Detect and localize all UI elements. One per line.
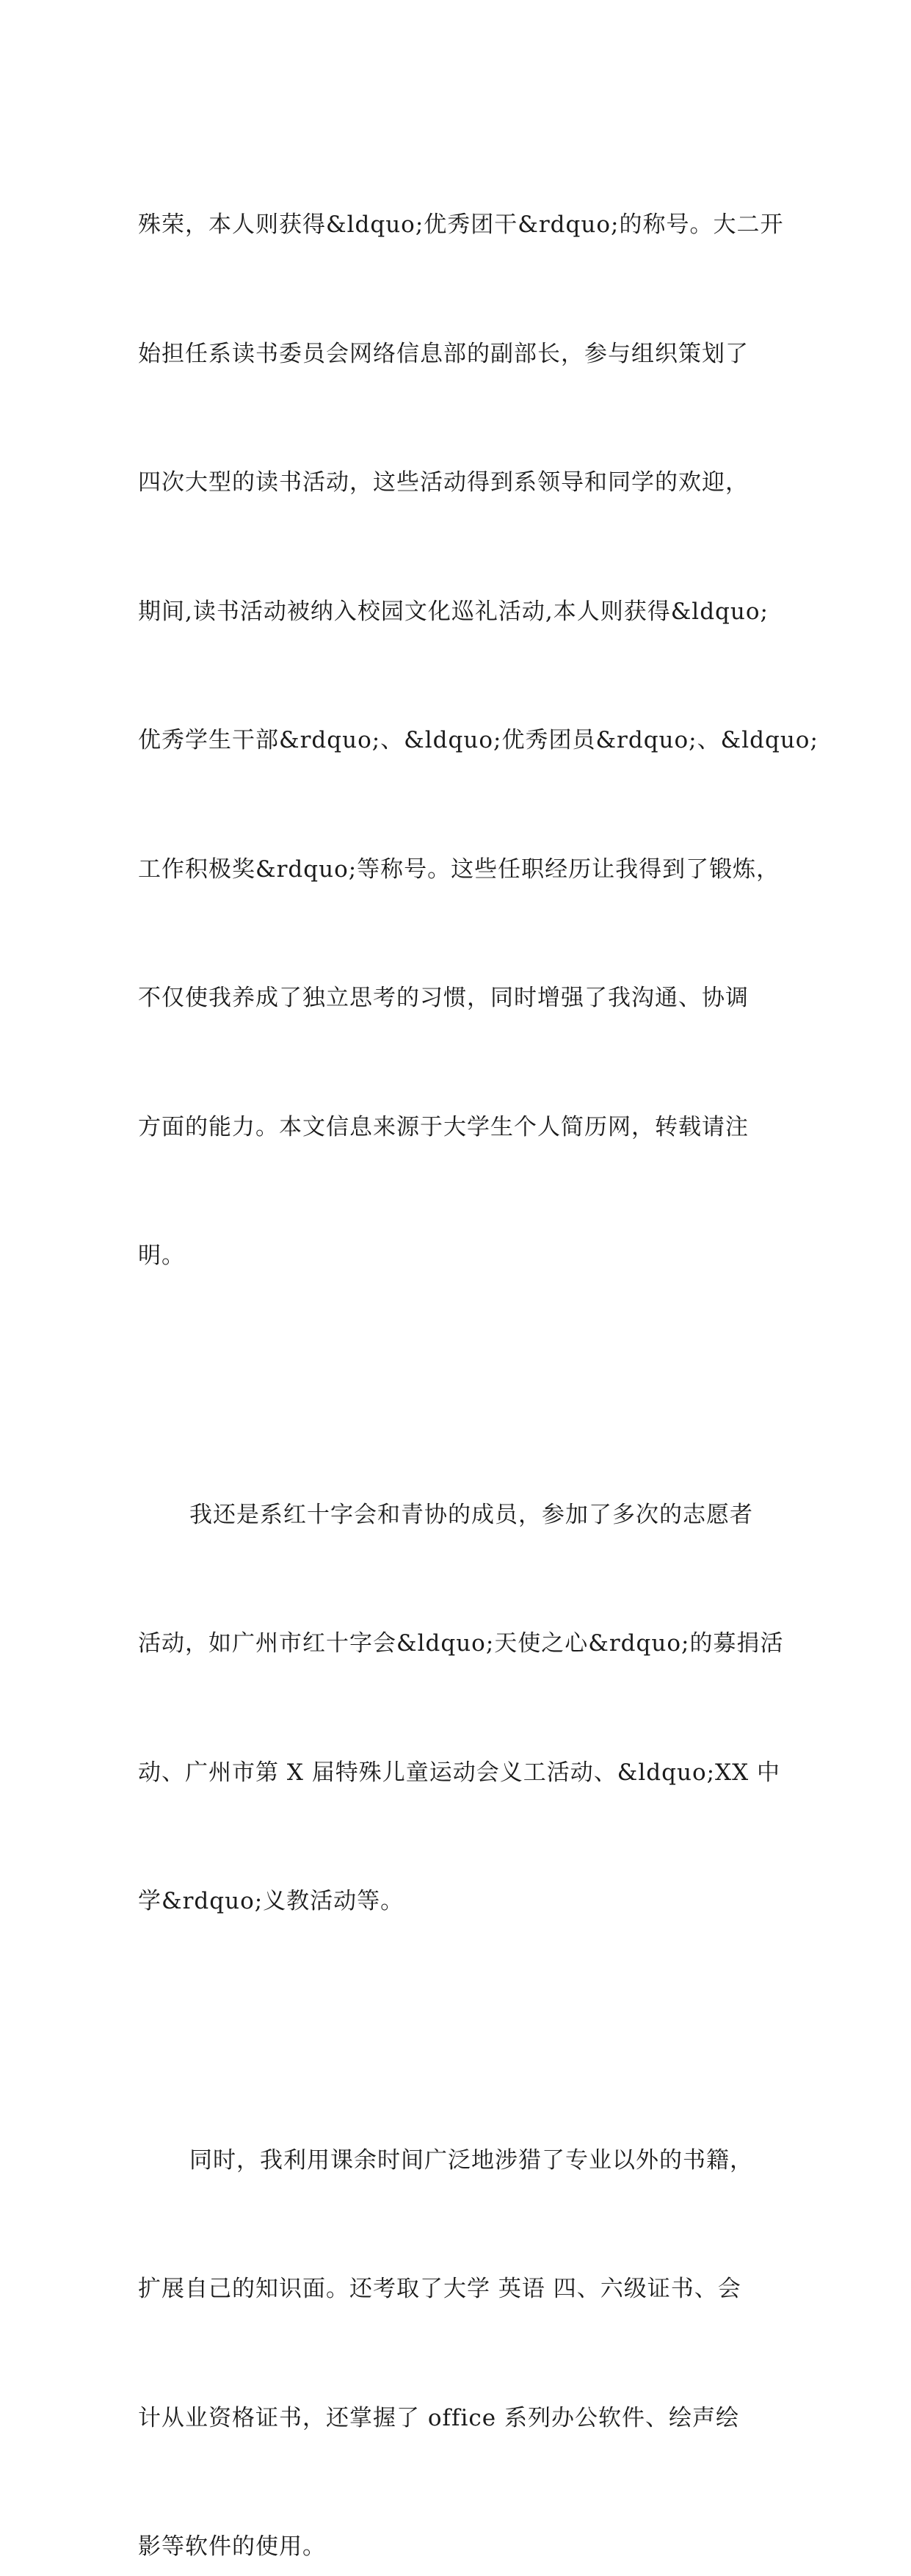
- text-line: 影等软件的使用。: [138, 2525, 784, 2569]
- paragraph-2: [138, 1408, 784, 2009]
- body-text: [138, 117, 784, 2576]
- text-line: 活动，如广州市红十字会&ldquo;天使之心&rdquo;的募捐活: [138, 1622, 784, 1665]
- text-line: 方面的能力。本文信息来源于大学生个人简历网，转载请注: [138, 1106, 784, 1149]
- text-line: 同时，我利用课余时间广泛地涉猎了专业以外的书籍，: [138, 2139, 784, 2182]
- paragraph-3: [138, 2053, 784, 2576]
- text-line: 期间,读书活动被纳入校园文化巡礼活动,本人则获得&ldquo;: [138, 590, 784, 634]
- paragraph-1: [138, 117, 784, 1364]
- text-line: 不仅使我养成了独立思考的习惯，同时增强了我沟通、协调: [138, 977, 784, 1020]
- text-line: 四次大型的读书活动，这些活动得到系领导和同学的欢迎，: [138, 461, 784, 504]
- text-line: 始担任系读书委员会网络信息部的副部长，参与组织策划了: [138, 333, 784, 376]
- text-line: 工作积极奖&rdquo;等称号。这些任职经历让我得到了锻炼，: [138, 848, 784, 891]
- paragraph-gap: [138, 2009, 784, 2053]
- text-line: 优秀学生干部&rdquo;、&ldquo;优秀团员&rdquo;、&ldquo;: [138, 719, 784, 762]
- paragraph-gap: [138, 1364, 784, 1408]
- text-line: 我还是系红十字会和青协的成员，参加了多次的志愿者: [138, 1494, 784, 1537]
- text-line: 动、广州市第 X 届特殊儿童运动会义工活动、&ldquo;XX 中: [138, 1751, 784, 1795]
- text-line: 学&rdquo;义教活动等。: [138, 1880, 784, 1923]
- text-line: 扩展自己的知识面。还考取了大学 英语 四、六级证书、会: [138, 2268, 784, 2311]
- text-line: 明。: [138, 1234, 784, 1278]
- text-line: 计从业资格证书，还掌握了 office 系列办公软件、绘声绘: [138, 2397, 784, 2440]
- text-line: 殊荣，本人则获得&ldquo;优秀团干&rdquo;的称号。大二开: [138, 203, 784, 247]
